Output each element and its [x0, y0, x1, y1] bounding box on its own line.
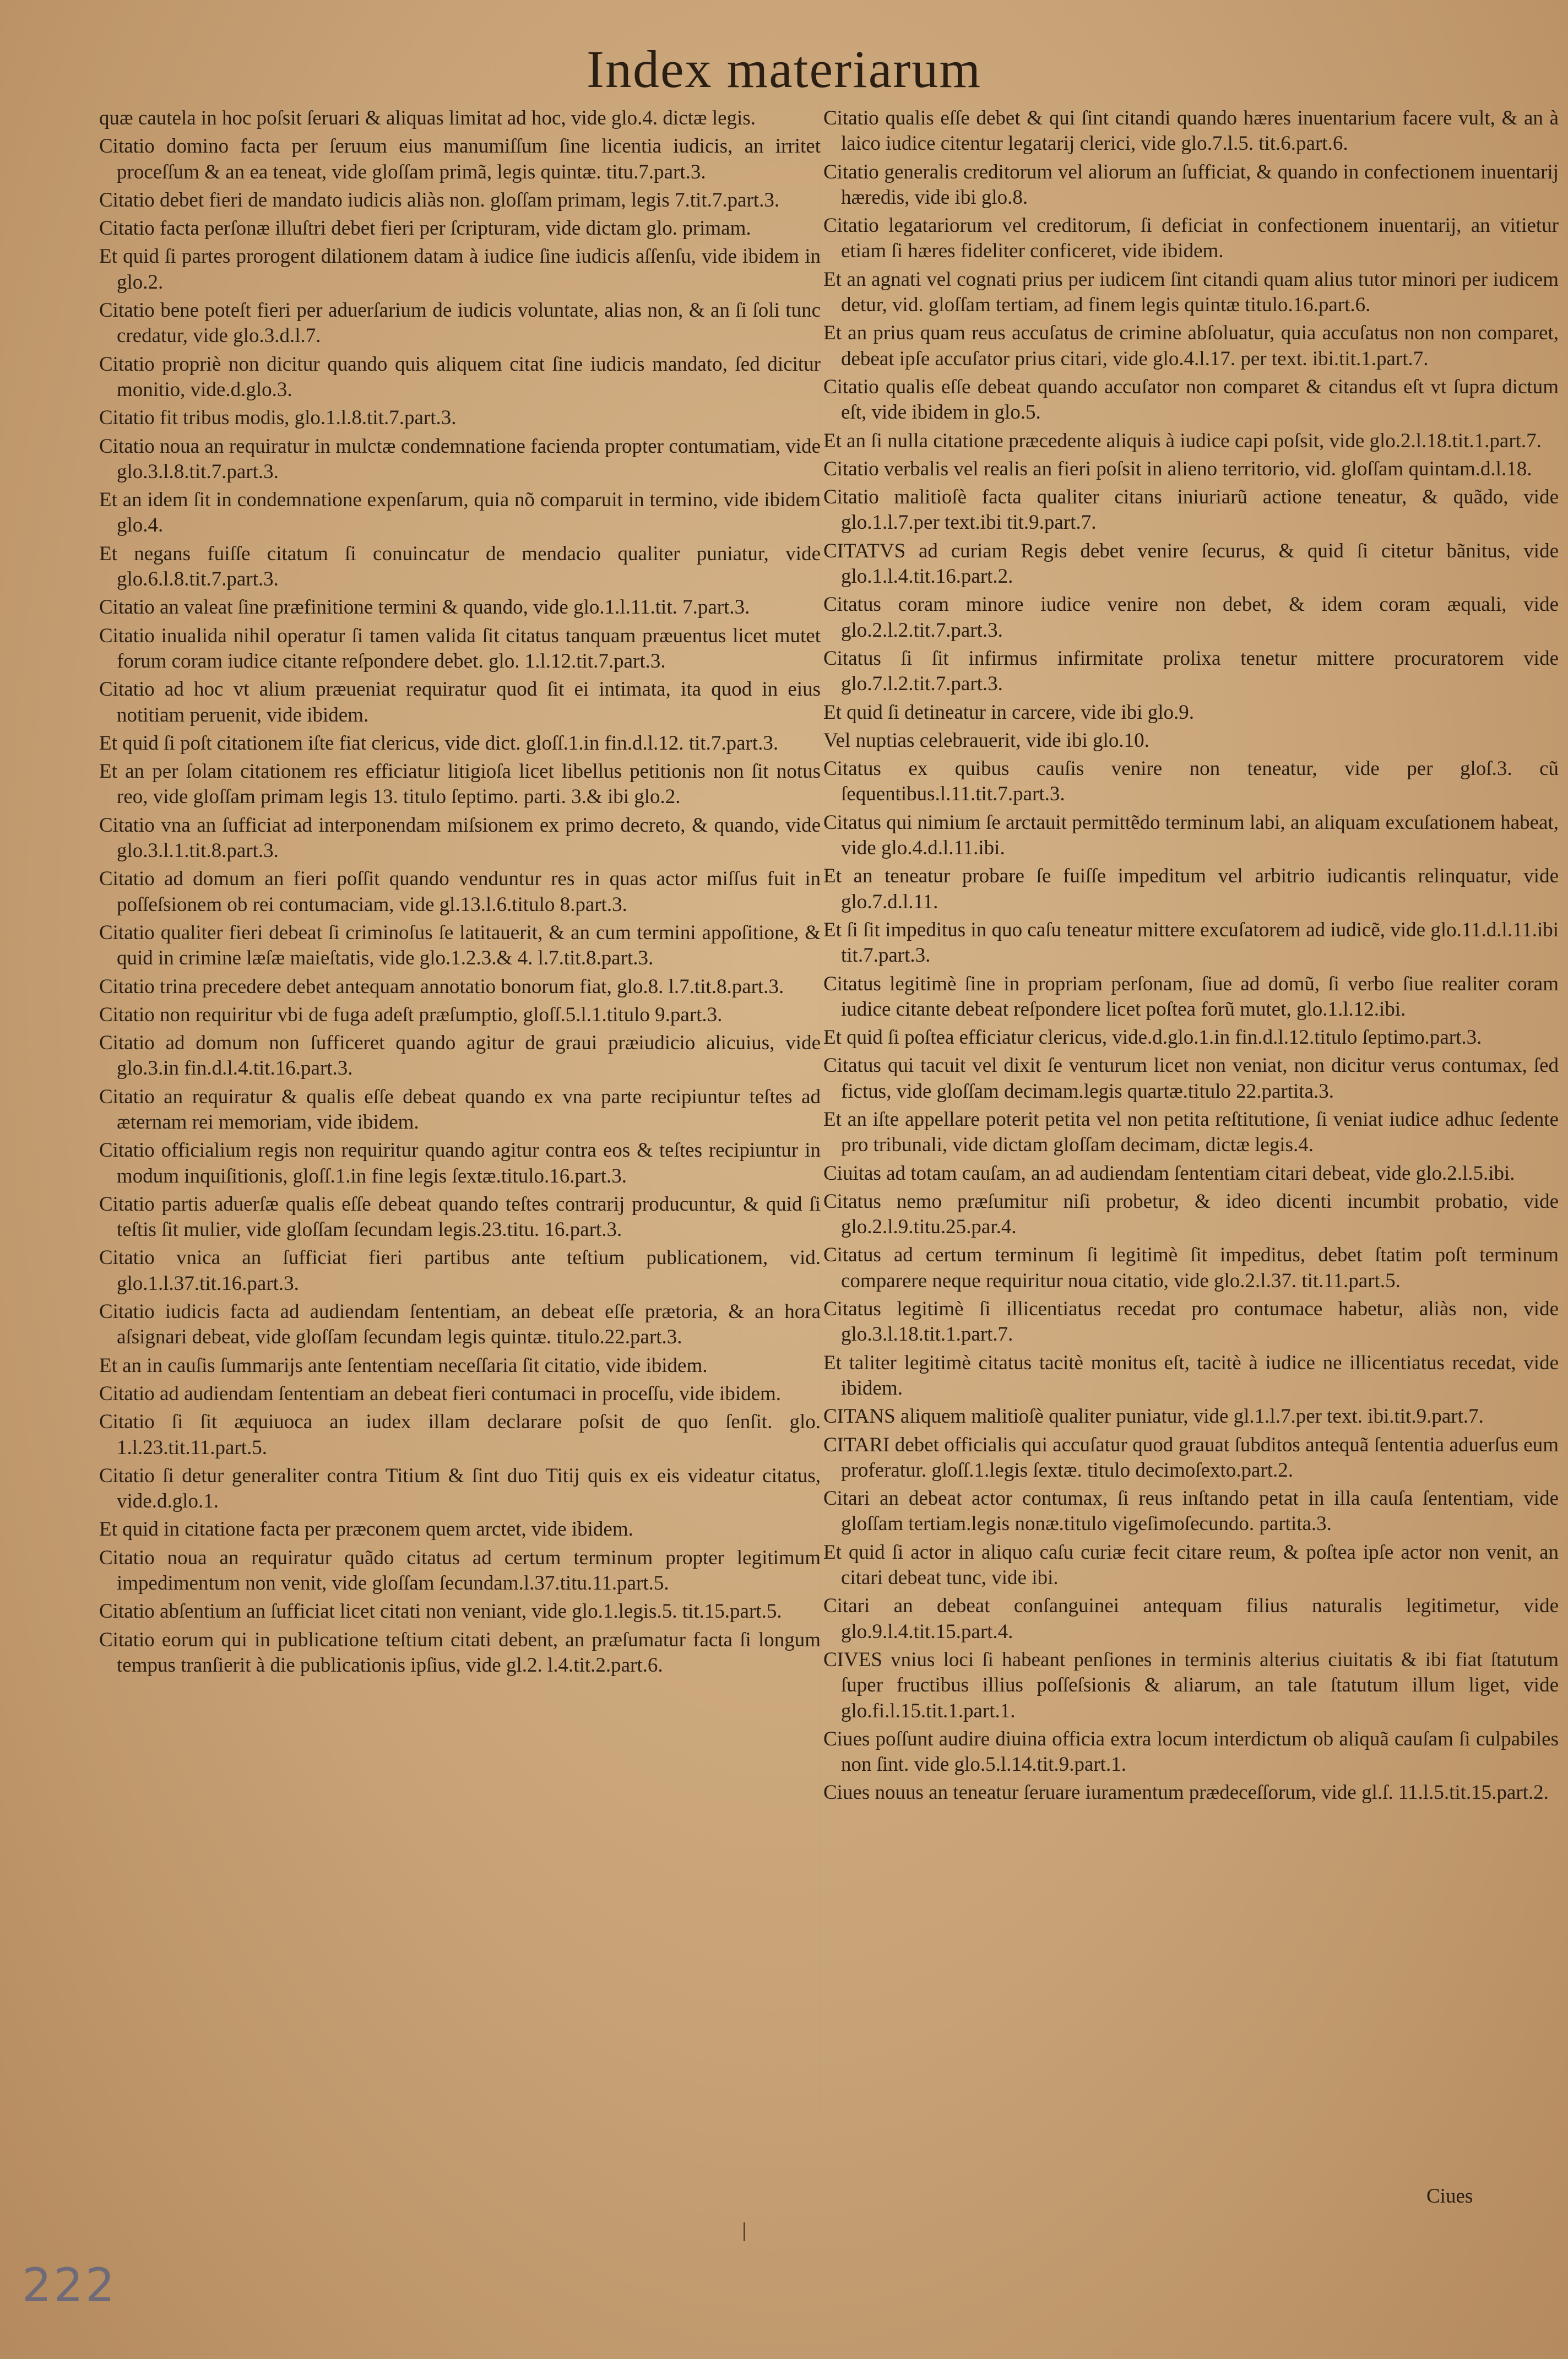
index-entry: Citari an debeat actor contumax, ſi reus inſtando petat in illa cauſa ſententiam, vide gloſſam tertiam.legis nonæ.titulo vigeſimoſecundo. partita.3.: [823, 1487, 1559, 1536]
index-entry: Et an per ſolam citationem res efficiatur litigioſa licet libellus petitionis non ſit notus reo, vide gloſſam primam legis 13. titulo ſeptimo. parti. 3.& ibi glo.2.: [99, 760, 821, 809]
index-entry: Citatio noua an requiratur quãdo citatus ad certum terminum propter legitimum impedimentum non venit, vide gloſſam ſecundam.l.37.titu.11.part.5.: [99, 1546, 821, 1595]
index-entry: Et quid in citatione facta per præconem quem arctet, vide ibidem.: [99, 1518, 633, 1541]
index-entry: Et quid ſi partes prorogent dilationem datam à iudice ſine iudicis aſſenſu, vide ibidem in glo.2.: [99, 245, 821, 294]
index-entry: Citatus legitimè ſine in propriam perſonam, ſiue ad domũ, ſi verbo ſiue realiter coram iudice citante debeat reſpondere licet poſtea forũ mutet, glo.1.l.12.ibi.: [823, 972, 1559, 1021]
index-entry: Et an ſi nulla citatione præcedente aliquis à iudice capi poſsit, vide glo.2.l.18.tit.1.part.7.: [823, 429, 1542, 452]
index-entry: Citatus ex quibus cauſis venire non teneatur, vide per gloſ.3. cũ ſequentibus.l.11.tit.7.part.3.: [823, 757, 1559, 806]
index-entry: Et an prius quam reus accuſatus de crimine abſoluatur, quia accuſatus non non comparet, debeat ipſe accuſator prius citari, vide glo.4.l.17. per text. ibi.tit.1.part.7.: [823, 322, 1559, 370]
index-entry: Citatio non requiritur vbi de fuga adeſt præſumptio, gloſſ.5.l.1.titulo 9.part.3.: [99, 1003, 723, 1026]
index-entry: Et an teneatur probare ſe fuiſſe impeditum vel arbitrio iudicantis relinquatur, vide glo.7.d.l.11.: [823, 865, 1559, 913]
index-entry: Et quid ſi actor in aliquo caſu curiæ fecit citare reum, & poſtea ipſe actor non venit, an citari debeat tunc, vide ibi.: [823, 1541, 1559, 1590]
index-entry: Citatus qui nimium ſe arctauit permittẽdo terminum labi, an aliquam excuſationem habeat, vide glo.4.d.l.11.ibi.: [823, 811, 1559, 860]
index-entry: Citatio eorum qui in publicatione teſtium citati debent, an præſumatur facta ſi longum tempus tranſierit à die publicationis ipſius, vide gl.2. l.4.tit.2.part.6.: [99, 1628, 821, 1677]
index-entry: Citatio ad hoc vt alium præueniat requiratur quod ſit ei intimata, ita quod in eius notitiam peruenit, vide ibidem.: [99, 678, 821, 726]
index-entry: Et quid ſi detineatur in carcere, vide ibi glo.9.: [823, 701, 1194, 724]
index-entry: Citatio qualis eſſe debeat quando accuſator non comparet & citandus eſt vt ſupra dictum eſt, vide ibidem in glo.5.: [823, 375, 1559, 424]
index-entry: Ciuitas ad totam cauſam, an ad audiendam ſententiam citari debeat, vide glo.2.l.5.ibi.: [823, 1162, 1515, 1185]
index-entry: Citatio officialium regis non requiritur quando agitur contra eos & teſtes recipiuntur in modum inquiſitionis, gloſſ.1.in fine legis ſextæ.titulo.16.part.3.: [99, 1139, 821, 1187]
index-entry: Citatio an requiratur & qualis eſſe debeat quando ex vna parte recipiuntur teſtes ad æternam rei memoriam, vide ibidem.: [99, 1085, 821, 1134]
index-entry: Citatio an valeat ſine præfinitione termini & quando, vide glo.1.l.11.tit. 7.part.3.: [99, 596, 750, 619]
index-entry: Et an in cauſis ſummarijs ante ſententiam neceſſaria ſit citatio, vide ibidem.: [99, 1354, 708, 1377]
index-entry: Citatio facta perſonæ illuſtri debet fieri per ſcripturam, vide dictam glo. primam.: [99, 217, 751, 240]
index-entry: CITANS aliquem malitioſè qualiter puniatur, vide gl.1.l.7.per text. ibi.tit.9.part.7.: [823, 1405, 1484, 1428]
printer-mark: [744, 2222, 745, 2241]
index-entry: Citatus qui tacuit vel dixit ſe venturum licet non veniat, non dicitur verus contumax, ſed fictus, vide gloſſam decimam.legis quartæ.titulo 22.partita.3.: [823, 1054, 1559, 1103]
index-entry: Citatio ſi detur generaliter contra Titium & ſint duo Titij quis ex eis videatur citatus, vide.d.glo.1.: [99, 1464, 821, 1513]
index-entry: Citatio bene poteſt fieri per aduerſarium de iudicis voluntate, alias non, & an ſi ſoli tunc credatur, vide glo.3.d.l.7.: [99, 299, 821, 348]
index-entry: Citatio generalis creditorum vel aliorum an ſufficiat, & quando in confectionem inuentarij hæredis, vide ibi glo.8.: [823, 160, 1559, 209]
index-entry: CITARI debet officialis qui accuſatur quod grauat ſubditos antequã ſententia aduerſus eum proferatur. gloſſ.1.legis ſextæ. titulo decimoſexto.part.2.: [823, 1433, 1559, 1482]
index-entry: Citatio legatariorum vel creditorum, ſi deficiat in confectionem inuentarij, an vitietur etiam ſi hæres fideliter conficeret, vide ibidem.: [823, 214, 1559, 263]
index-entry: Citatio domino facta per ſeruum eius manumiſſum ſine licentia iudicis, an irritet proceſſum & an ea teneat, vide gloſſam primã, legis quintæ. titu.7.part.3.: [99, 135, 821, 183]
index-column-left: [99, 106, 821, 1681]
index-entry: Citatio inualida nihil operatur ſi tamen valida ſit citatus tanquam præuentus licet mutet forum coram iudice citante reſpondere debet. glo. 1.l.12.tit.7.part.3.: [99, 624, 821, 673]
index-entry: Citatus legitimè ſi illicentiatus recedat pro contumace habetur, aliàs non, vide glo.3.l.18.tit.1.part.7.: [823, 1298, 1559, 1346]
index-entry: Citatus ſi ſit infirmus infirmitate prolixa tenetur mittere procuratorem vide glo.7.l.2.tit.7.part.3.: [823, 647, 1559, 696]
index-entry: quæ cautela in hoc poſsit ſeruari & aliquas limitat ad hoc, vide glo.4. dictæ legis.: [99, 107, 756, 129]
index-entry: Citatio qualis eſſe debet & qui ſint citandi quando hæres inuentarium facere vult, & an à laico iudice citentur legatarij clerici, vide glo.7.l.5. tit.6.part.6.: [823, 107, 1559, 155]
running-header-title: Index materiarum: [586, 40, 982, 99]
index-entry: Citatus coram minore iudice venire non debet, & idem coram æquali, vide glo.2.l.2.tit.7.part.3.: [823, 593, 1559, 642]
catchword: Ciues: [1426, 2185, 1473, 2208]
index-entry: Vel nuptias celebrauerit, vide ibi glo.10.: [823, 729, 1149, 752]
index-entry: Citatio propriè non dicitur quando quis aliquem citat ſine iudicis mandato, ſed dicitur monitio, vide.d.glo.3.: [99, 353, 821, 401]
index-column-right: [823, 106, 1559, 1809]
index-entry: Et an idem ſit in condemnatione expenſarum, quia nõ comparuit in termino, vide ibidem glo.4.: [99, 489, 821, 537]
index-entry: Citatio ſi ſit æquiuoca an iudex illam declarare poſsit de quo ſenſit. glo. 1.l.23.tit.11.part.5.: [99, 1411, 821, 1459]
index-entry: Citatio ad domum an fieri poſſit quando venduntur res in quas actor miſſus fuit in poſſeſsionem ob rei contumaciam, vide gl.13.l.6.titulo 8.part.3.: [99, 867, 821, 916]
index-entry: Et ſi ſit impeditus in quo caſu teneatur mittere excuſatorem ad iudicẽ, vide glo.11.d.l.11.ibi tit.7.part.3.: [823, 918, 1559, 967]
index-entry: Citatus nemo præſumitur niſi probetur, & ideo dicenti incumbit probatio, vide glo.2.l.9.titu.25.par.4.: [823, 1190, 1559, 1239]
index-entry: Citatio vnica an ſufficiat fieri partibus ante teſtium publicationem, vid. glo.1.l.37.tit.16.part.3.: [99, 1246, 821, 1295]
index-entry: Citatio qualiter fieri debeat ſi criminoſus ſe latitauerit, & an cum termini appoſitione, & quid in crimine læſæ maieſtatis, vide glo.1.2.3.& 4. l.7.tit.8.part.3.: [99, 921, 821, 970]
index-entry: Citatio abſentium an ſufficiat licet citati non veniant, vide glo.1.legis.5. tit.15.part.5.: [99, 1600, 782, 1623]
index-entry: Citatio malitioſè facta qualiter citans iniuriarũ actione teneatur, & quãdo, vide glo.1.l.7.per text.ibi tit.9.part.7.: [823, 486, 1559, 534]
index-entry: Et taliter legitimè citatus tacitè monitus eſt, tacitè à iudice ne illicentiatus recedat, vide ibidem.: [823, 1351, 1559, 1400]
index-entry: CITATVS ad curiam Regis debet venire ſecurus, & quid ſi citetur bãnitus, vide glo.1.l.4.tit.16.part.2.: [823, 539, 1559, 588]
index-entry: Citatio ad audiendam ſententiam an debeat fieri contumaci in proceſſu, vide ibidem.: [99, 1382, 782, 1405]
index-entry: Citari an debeat conſanguinei antequam filius naturalis legitimetur, vide glo.9.l.4.tit.15.part.4.: [823, 1595, 1559, 1643]
index-entry: Ciues poſſunt audire diuina officia extra locum interdictum ob aliquã cauſam ſi culpabiles non ſint. vide glo.5.l.14.tit.9.part.1.: [823, 1727, 1559, 1776]
index-entry: Citatio debet fieri de mandato iudicis aliàs non. gloſſam primam, legis 7.tit.7.part.3.: [99, 188, 780, 212]
index-entry: Ciues nouus an teneatur ſeruare iuramentum prædeceſſorum, vide gl.ſ. 11.l.5.tit.15.part.2.: [823, 1781, 1549, 1804]
handwritten-page-number: 222: [22, 2258, 117, 2312]
index-entry: Et quid ſi poſt citationem iſte fiat clericus, vide dict. gloſſ.1.in fin.d.l.12. tit.7.part.3.: [99, 731, 779, 755]
index-entry: CIVES vnius loci ſi habeant penſiones in terminis alterius ciuitatis & ibi fiat ſtatutum ſuper fructibus illius poſſeſsionis & aliarum, an tale ſtatutum illum liget, vide glo.fi.l.15.tit.1.part.1.: [823, 1648, 1559, 1722]
index-entry: Citatio partis aduerſæ qualis eſſe debeat quando teſtes contrarij producuntur, & quid ſi teſtis ſit mulier, vide gloſſam ſecundam legis.23.titu. 16.part.3.: [99, 1192, 821, 1241]
index-entry: Citatio verbalis vel realis an fieri poſsit in alieno territorio, vid. gloſſam quintam.d.l.18.: [823, 457, 1532, 480]
index-entry: Et an agnati vel cognati prius per iudicem ſint citandi quam alius tutor minori per iudicem detur, vid. gloſſam tertiam, ad finem legis quintæ titulo.16.part.6.: [823, 268, 1559, 317]
index-entry: Citatio iudicis facta ad audiendam ſententiam, an debeat eſſe prætoria, & an hora aſsignari debeat, vide gloſſam ſecundam legis quintæ. titulo.22.part.3.: [99, 1300, 821, 1349]
index-entry: Citatio ad domum non ſufficeret quando agitur de graui præiudicio alicuius, vide glo.3.in fin.d.l.4.tit.16.part.3.: [99, 1032, 821, 1080]
index-entry: Et an iſte appellare poterit petita vel non petita reſtitutione, ſi veniat iudice adhuc ſedente pro tribunali, vide dictam gloſſam decimam, dictæ legis.4.: [823, 1108, 1559, 1157]
index-entry: Citatio vna an ſufficiat ad interponendam miſsionem ex primo decreto, & quando, vide glo.3.l.1.tit.8.part.3.: [99, 814, 821, 863]
index-entry: Citatio noua an requiratur in mulctæ condemnatione facienda propter contumatiam, vide glo.3.l.8.tit.7.part.3.: [99, 435, 821, 483]
index-entry: Citatio trina precedere debet antequam annotatio bonorum fiat, glo.8. l.7.tit.8.part.3.: [99, 975, 784, 998]
index-entry: Et negans fuiſſe citatum ſi conuincatur de mendacio qualiter puniatur, vide glo.6.l.8.tit.7.part.3.: [99, 542, 821, 591]
index-entry: Citatio fit tribus modis, glo.1.l.8.tit.7.part.3.: [99, 406, 457, 430]
index-entry: Et quid ſi poſtea efficiatur clericus, vide.d.glo.1.in fin.d.l.12.titulo ſeptimo.part.3.: [823, 1026, 1482, 1049]
index-entry: Citatus ad certum terminum ſi legitimè ſit impeditus, debet ſtatim poſt terminum comparere neque requiritur noua citatio, vide glo.2.l.37. tit.11.part.5.: [823, 1244, 1559, 1292]
